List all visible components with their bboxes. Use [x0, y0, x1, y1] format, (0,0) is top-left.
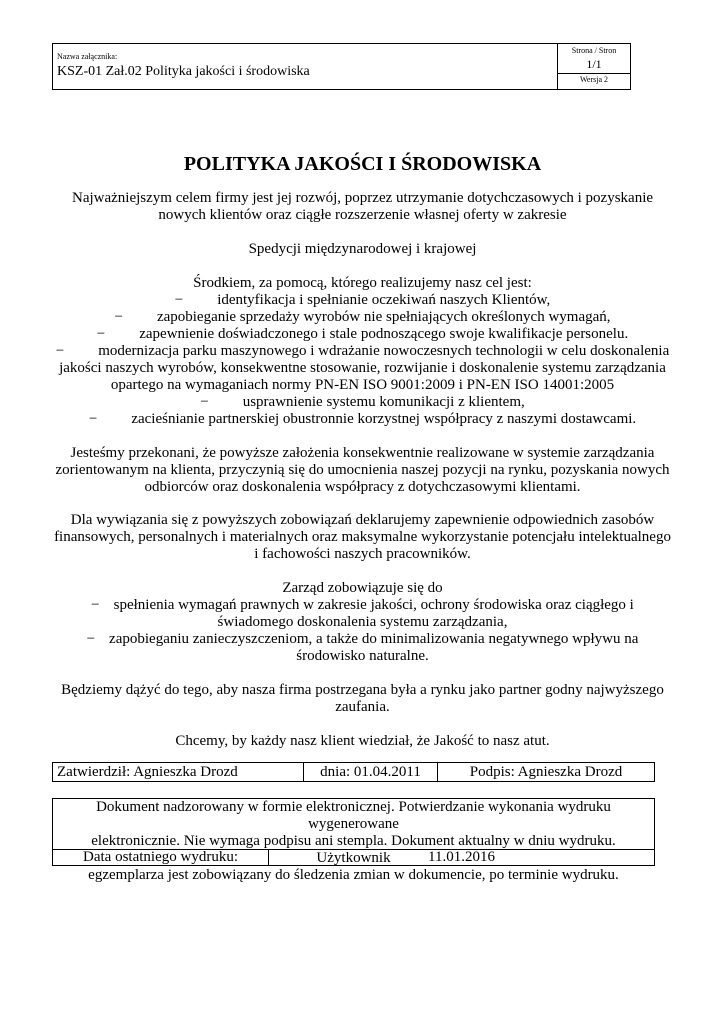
means-item-text: identyfikacja i spełnianie oczekiwań naszych Klientów,	[217, 292, 551, 308]
notice-line: Dokument nadzorowany w formie elektronicznej. Potwierdzanie wykonania wydruku wygenerowane	[96, 799, 611, 832]
approval-table	[52, 762, 655, 782]
means-item	[40, 394, 685, 412]
strive-line-1: Będziemy dążyć do tego, aby nasza firma postrzegana była a rynku jako partner godny najwyższego	[61, 682, 664, 698]
dash-bullet: −	[88, 411, 98, 427]
document-header	[52, 43, 631, 90]
notice-line: elektronicznie. Nie wymaga podpisu ani stempla. Dokument aktualny w dniu wydruku. Użytkownik	[91, 833, 616, 866]
means-item	[40, 411, 685, 429]
means-item-text: modernizacja parku maszynowego i wdrażanie nowoczesnych technologii w celu doskonalenia	[98, 343, 670, 359]
means-item	[40, 326, 685, 344]
means-item	[40, 292, 685, 310]
board-item	[40, 631, 685, 649]
means-item-continued: opartego na wymaganiach normy PN-EN ISO 9001:2009 i PN-EN ISO 14001:2005	[110, 377, 615, 393]
intro-line-2: nowych klientów oraz ciągłe rozszerzenie własnej oferty w zakresie	[158, 207, 567, 223]
print-date-label: Data ostatniego wydruku:	[53, 850, 269, 866]
attachment-title: KSZ-01 Zał.02 Polityka jakości i środowiska	[57, 64, 310, 79]
board-item	[40, 597, 685, 615]
scope-text: Spedycji międzynarodowej i krajowej	[248, 241, 477, 257]
means-item-continued: jakości naszych wyrobów, konsekwentne stosowanie, rozwijanie i doskonalenie systemu zarządzania	[59, 360, 666, 376]
board-intro: Zarząd zobowiązuje się do	[282, 580, 443, 596]
closing-statement: Chcemy, by każdy nasz klient wiedział, że Jakość to nasz atut.	[175, 733, 550, 749]
notice-text	[53, 799, 654, 884]
means-item	[40, 343, 685, 361]
notice-line: egzemplarza jest zobowiązany do śledzenia zmian w dokumencie, po terminie wydruku.	[88, 867, 619, 883]
page-info	[558, 44, 630, 74]
intro-line-1: Najważniejszym celem firmy jest jej rozwój, poprzez utrzymanie dotychczasowych i pozyskanie	[71, 190, 654, 206]
resources-line-1: Dla wywiązania się z powyższych zobowiązań deklarujemy zapewnienie odpowiednich zasobów	[70, 512, 655, 528]
header-page-cell	[558, 44, 630, 89]
board-item-text: zapobieganiu zanieczyszczeniom, a także do minimalizowania negatywnego wpływu na	[109, 631, 639, 647]
signature: Podpis: Agnieszka Drozd	[469, 764, 623, 780]
dash-bullet: −	[96, 326, 106, 342]
conviction-line-2: zorientowanym na klienta, przyczynią się do umocnienia naszej pozycji na rynku, pozyskania nowych	[55, 462, 670, 478]
page-label: Strona / Stron	[571, 46, 617, 55]
dash-bullet: −	[114, 309, 123, 325]
page-title: POLITYKA JAKOŚCI I ŚRODOWISKA	[183, 153, 542, 175]
approved-by: Zatwierdził: Agnieszka Drozd	[53, 763, 304, 781]
print-date-row	[53, 849, 654, 865]
dash-bullet: −	[91, 597, 100, 613]
board-item-continued: świadomego doskonalenia systemu zarządzania,	[217, 614, 508, 630]
attachment-label: Nazwa załącznika:	[57, 52, 118, 61]
dash-bullet: −	[86, 631, 96, 647]
conviction-line-3: odbiorców oraz doskonalenia współpracy z dotychczasowymi klientami.	[144, 479, 581, 495]
means-item	[40, 309, 685, 327]
dash-bullet: −	[174, 292, 184, 308]
board-item-text: spełnienia wymagań prawnych w zakresie jakości, ochrony środowiska oraz ciągłego i	[113, 597, 634, 613]
document-notice	[52, 798, 655, 883]
resources-line-2: finansowych, personalnych i materialnych oraz maksymalne wykorzystanie potencjału intelektualnego	[54, 529, 671, 545]
means-intro: Środkiem, za pomocą, którego realizujemy nasz cel jest:	[193, 275, 532, 291]
resources-line-3: i fachowości naszych pracowników.	[254, 546, 471, 562]
header-attachment-cell	[53, 44, 558, 89]
strive-line-2: zaufania.	[335, 699, 390, 715]
dash-bullet: −	[55, 343, 65, 359]
means-item-text: zapewnienie doświadczonego i stale podnoszącego swoje kwalifikacje personelu.	[139, 326, 629, 342]
means-item-text: zacieśnianie partnerskiej obustronnie korzystnej współpracy z naszymi dostawcami.	[131, 411, 637, 427]
approval-date: dnia: 01.04.2011	[304, 763, 438, 781]
print-date-value: 11.01.2016	[428, 849, 495, 865]
conviction-line-1: Jesteśmy przekonani, że powyższe założenia konsekwentnie realizowane w systemie zarządzania	[70, 445, 655, 461]
board-item-continued: środowisko naturalne.	[296, 648, 429, 664]
means-item-text: usprawnienie systemu komunikacji z klientem,	[242, 394, 525, 410]
means-item-text: zapobieganie sprzedaży wyrobów nie spełniających określonych wymagań,	[156, 309, 611, 325]
version-label: Wersja 2	[579, 75, 608, 84]
page-value: 1/1	[586, 57, 602, 71]
dash-bullet: −	[200, 394, 209, 410]
